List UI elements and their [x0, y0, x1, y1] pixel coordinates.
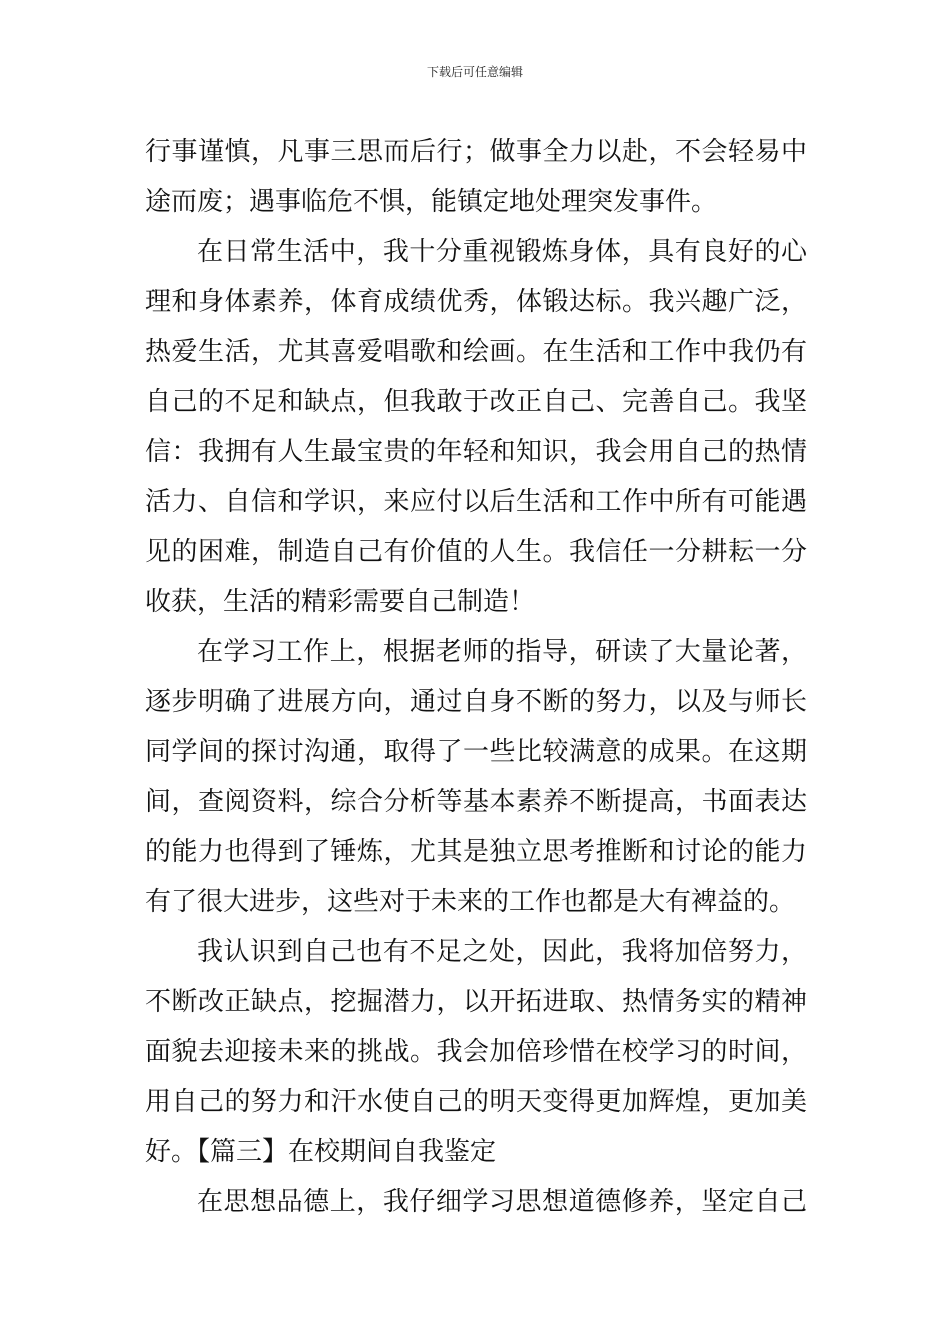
text-line: 见的困难，制造自己有价值的人生。我信任一分耕耘一分: [145, 537, 807, 567]
text-line: 有了很大进步，这些对于未来的工作也都是大有裨益的。: [145, 887, 796, 917]
text-line: 自己的不足和缺点，但我敢于改正自己、完善自己。我坚: [145, 387, 807, 417]
text-line: 在日常生活中，我十分重视锻炼身体，具有良好的心: [197, 237, 807, 267]
text-line: 不断改正缺点，挖掘潜力，以开拓进取、热情务实的精神: [145, 987, 807, 1017]
text-line: 用自己的努力和汗水使自己的明天变得更加辉煌，更加美: [145, 1087, 807, 1117]
document-body: [145, 127, 807, 1227]
text-line: 途而废；遇事临危不惧，能镇定地处理突发事件。: [145, 187, 718, 217]
text-line: 在思想品德上，我仔细学习思想道德修养，坚定自己: [197, 1187, 807, 1217]
text-line: 理和身体素养，体育成绩优秀，体锻达标。我兴趣广泛，: [145, 287, 807, 317]
text-line: 的能力也得到了锤炼，尤其是独立思考推断和讨论的能力: [145, 837, 807, 867]
text-line: 活力、自信和学识，来应付以后生活和工作中所有可能遇: [145, 487, 807, 517]
text-line: 热爱生活，尤其喜爱唱歌和绘画。在生活和工作中我仍有: [145, 337, 807, 367]
text-line: 收获，生活的精彩需要自己制造！: [145, 587, 536, 617]
text-line: 在学习工作上，根据老师的指导，研读了大量论著，: [197, 637, 807, 667]
text-line: 信：我拥有人生最宝贵的年轻和知识，我会用自己的热情: [145, 437, 807, 467]
text-line: 逐步明确了进展方向，通过自身不断的努力，以及与师长: [145, 687, 807, 717]
text-line: 同学间的探讨沟通，取得了一些比较满意的成果。在这期: [145, 737, 807, 767]
text-line: 行事谨慎，凡事三思而后行；做事全力以赴，不会轻易中: [145, 137, 807, 167]
text-line: 间，查阅资料，综合分析等基本素养不断提高，书面表达: [145, 787, 807, 817]
page-header: 下载后可任意编辑: [426, 65, 523, 79]
text-line: 面貌去迎接未来的挑战。我会加倍珍惜在校学习的时间，: [145, 1037, 807, 1067]
text-line: 好。【篇三】在校期间自我鉴定: [145, 1137, 497, 1167]
text-line: 我认识到自己也有不足之处，因此，我将加倍努力，: [197, 937, 807, 967]
